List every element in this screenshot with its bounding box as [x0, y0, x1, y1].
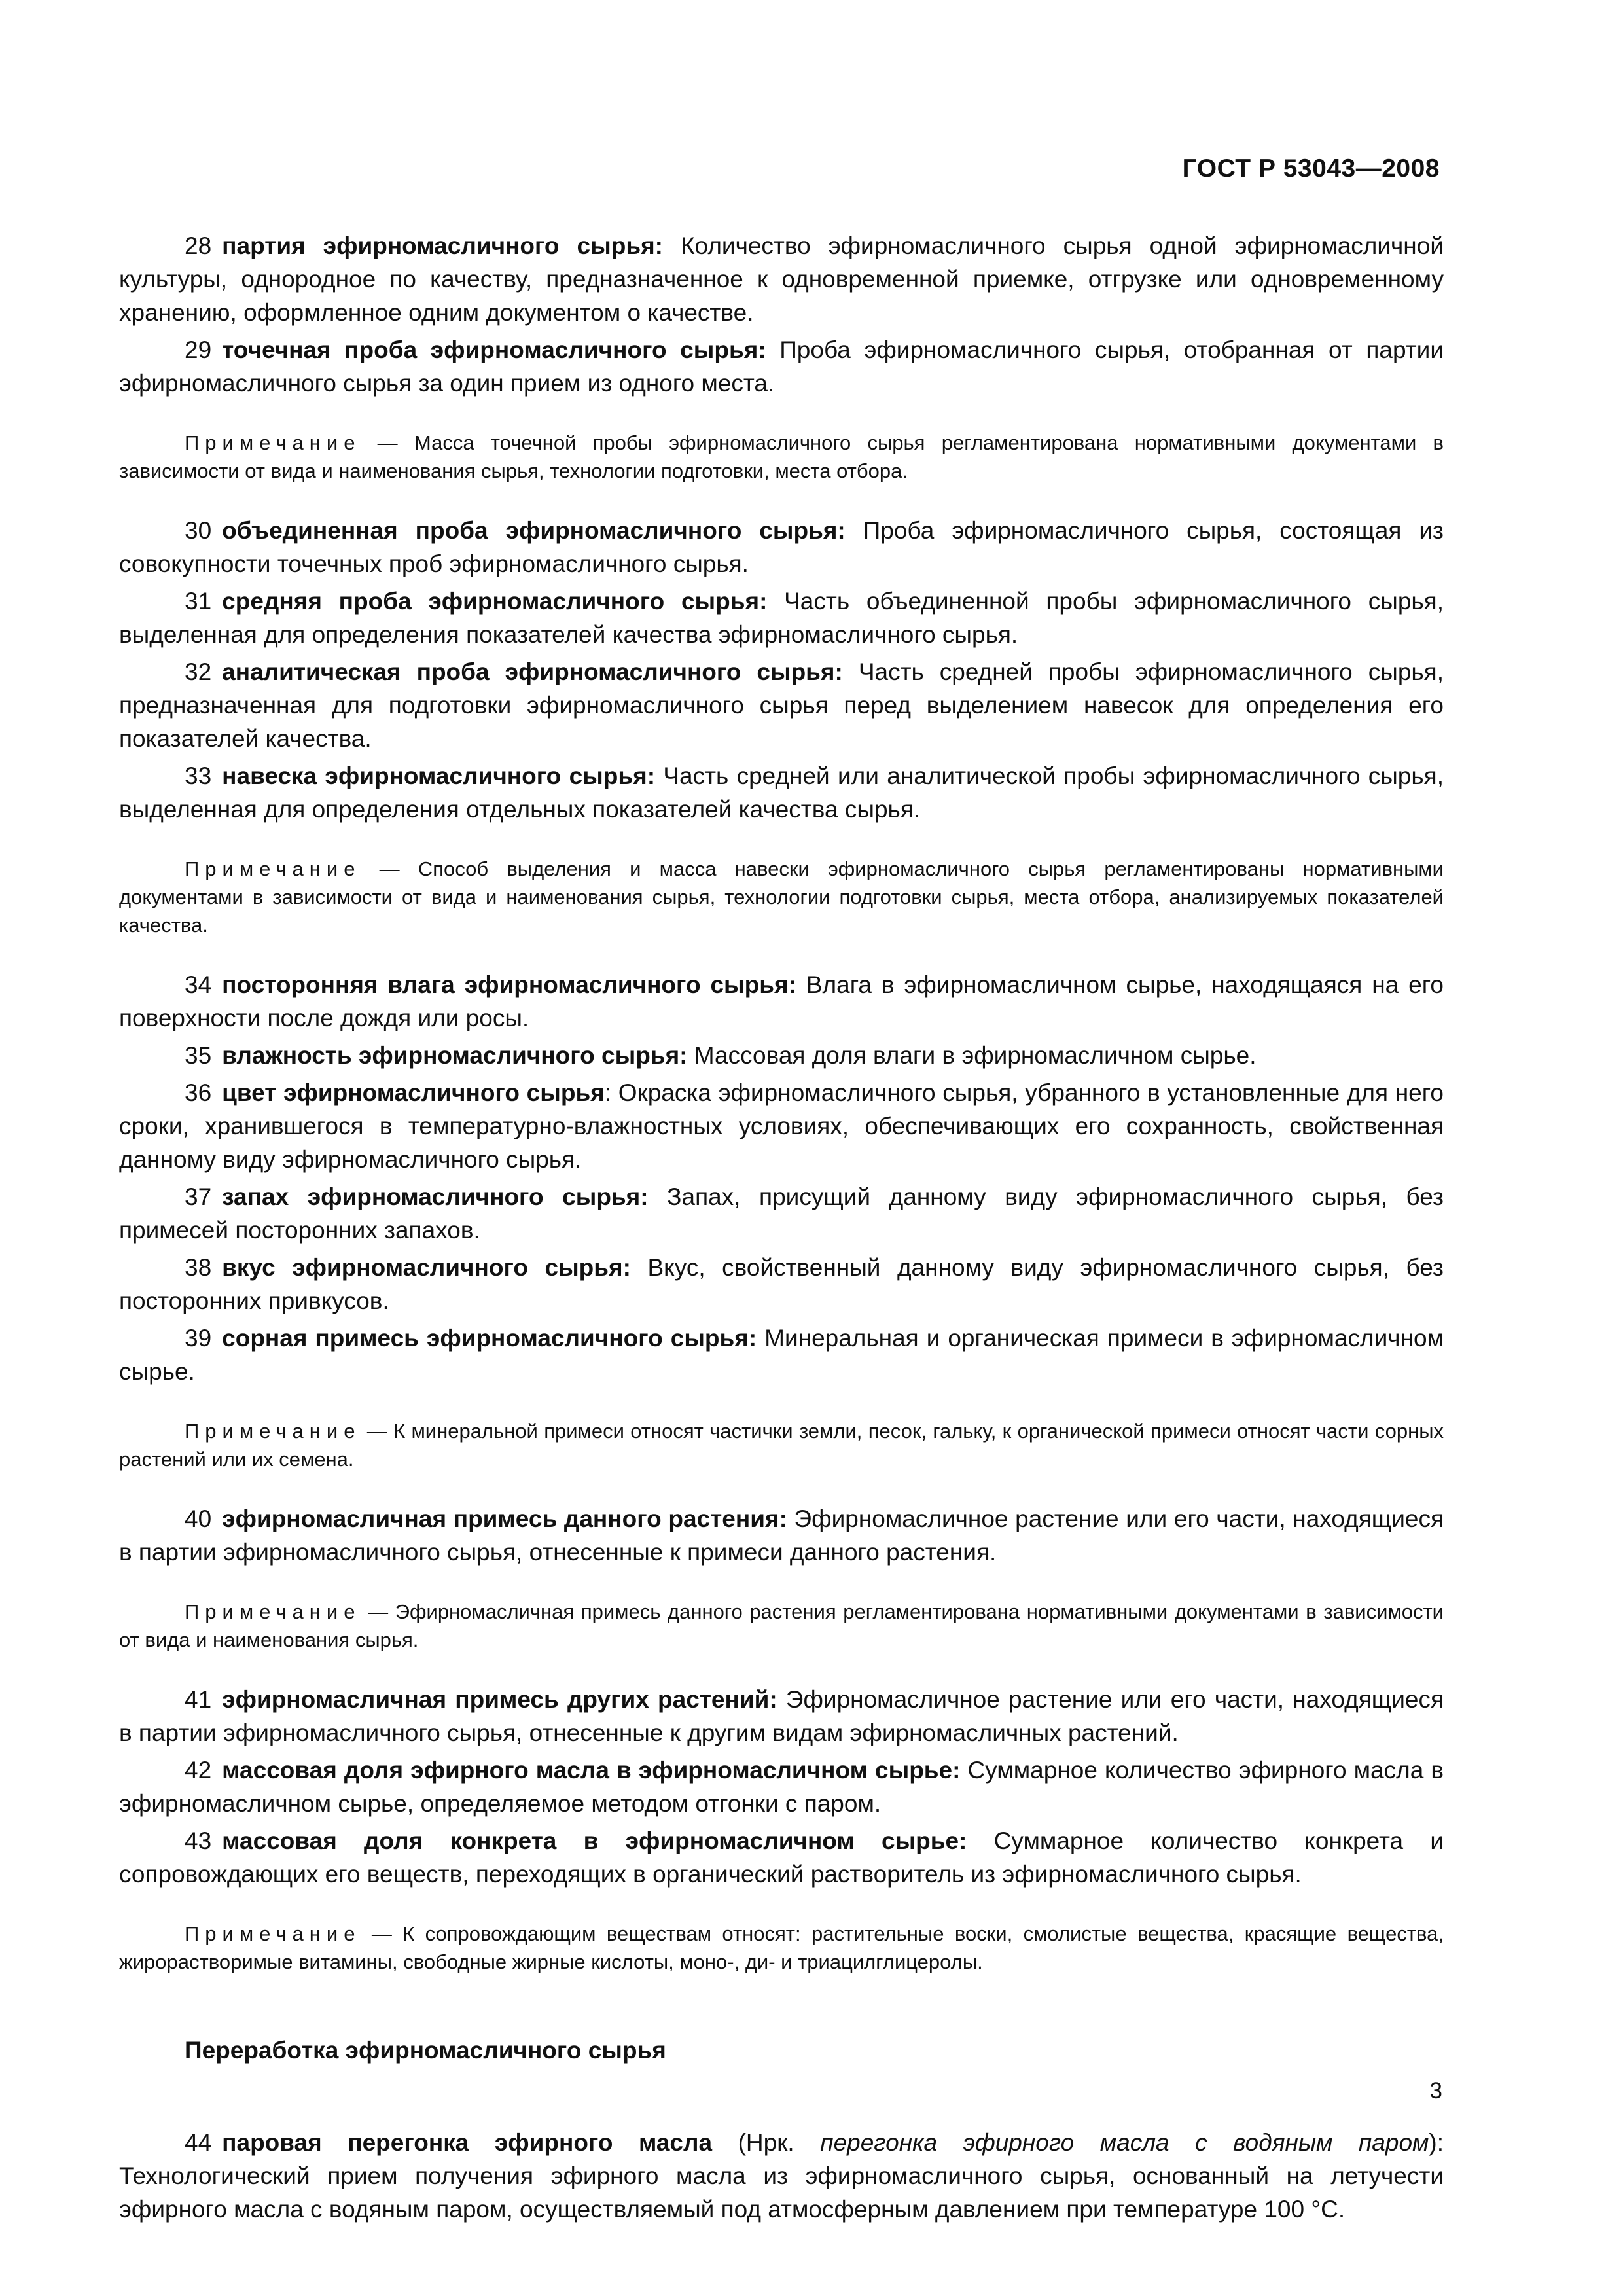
term-number: 29 — [185, 336, 212, 363]
term-32 — [119, 655, 1444, 755]
term-definition: Проба эфирномасличного сырья, состоящая из совокупности точечных проб эфирномасличного сырья. — [119, 517, 1444, 577]
note-label: Примечание — [185, 431, 361, 454]
term-number: 30 — [185, 517, 212, 544]
term-number: 32 — [185, 658, 212, 685]
term-name: объединенная проба эфирномасличного сырья: — [222, 517, 846, 544]
term-name: паровая перегонка эфирного масла — [222, 2129, 713, 2156]
section-heading: Переработка эфирномасличного сырья — [185, 2037, 666, 2064]
term-name: сорная примесь эфирномасличного сырья: — [222, 1325, 757, 1352]
term-39 — [119, 1321, 1444, 1388]
term-name: влажность эфирномасличного сырья: — [222, 1042, 688, 1069]
term-definition: ): Технологический прием получения эфирного масла из эфирномасличного сырья, основанный на летучести эфирного масла с водяным паром, осуществляемый под атмосферным давлением при температуре 100 °С. — [119, 2129, 1444, 2223]
term-40 — [119, 1502, 1444, 1569]
term-definition: Эфирномасличное растение или его части, находящиеся в партии эфирномасличного сырья, отнесенные к примеси данного растения. — [119, 1505, 1444, 1566]
note-text: — Способ выделения и масса навески эфирномасличного сырья регламентированы нормативными документами в зависимости от вида и наименования сырья, технологии подготовки сырья, места отбора, анализируемых показателей качества. — [119, 857, 1444, 937]
term-name: вкус эфирномасличного сырья: — [222, 1254, 631, 1281]
term-definition: Вкус, свойственный данному виду эфирномасличного сырья, без посторонних привкусов. — [119, 1254, 1444, 1314]
term-definition: Проба эфирномасличного сырья, отобранная от партии эфирномасличного сырья за один прием из одного места. — [119, 336, 1444, 397]
note-label: Примечание — [185, 1600, 361, 1623]
note-text: — К сопровождающим веществам относят: растительные воски, смолистые вещества, красящие вещества, жирорастворимые витамины, свободные жирные кислоты, моно-, ди- и триацилглицеролы. — [119, 1922, 1444, 1973]
term-definition: : Окраска эфирномасличного сырья, убранного в установленные для него сроки, хранившегося в температурно-влажностных условиях, обеспечивающих его сохранность, свойственная данному виду эфирномасличного сырья. — [119, 1079, 1444, 1173]
term-44 — [119, 2126, 1444, 2226]
term-definition: Часть средней или аналитической пробы эфирномасличного сырья, выделенная для определения отдельных показателей качества сырья. — [119, 762, 1444, 823]
term-31 — [119, 584, 1444, 651]
note-4 — [119, 1598, 1444, 1654]
document-body — [119, 229, 1444, 2230]
note-label: Примечание — [185, 1420, 361, 1443]
term-definition: Эфирномасличное растение или его части, находящиеся в партии эфирномасличного сырья, отнесенные к другим видам эфирномасличных растений. — [119, 1686, 1444, 1746]
term-name: аналитическая проба эфирномасличного сырья: — [222, 658, 843, 685]
term-name: массовая доля эфирного масла в эфирномасличном сырье: — [222, 1757, 961, 1784]
note-2 — [119, 855, 1444, 939]
term-name: посторонняя влага эфирномасличного сырья: — [222, 971, 796, 998]
term-33 — [119, 759, 1444, 826]
term-37 — [119, 1180, 1444, 1247]
term-number: 41 — [185, 1686, 212, 1713]
term-definition: Суммарное количество конкрета и сопровождающих его веществ, переходящих в органический растворитель из эфирномасличного сырья. — [119, 1827, 1444, 1888]
term-38 — [119, 1251, 1444, 1318]
term-name: точечная проба эфирномасличного сырья: — [222, 336, 766, 363]
term-number: 40 — [185, 1505, 212, 1532]
term-name: цвет эфирномасличного сырья — [222, 1079, 605, 1106]
note-3 — [119, 1417, 1444, 1473]
term-name: запах эфирномасличного сырья: — [222, 1183, 649, 1210]
term-43 — [119, 1824, 1444, 1891]
term-definition: Суммарное количество эфирного масла в эфирномасличном сырье, определяемое методом отгонки с паром. — [119, 1757, 1444, 1817]
note-1 — [119, 429, 1444, 485]
note-text: — Масса точечной пробы эфирномасличного сырья регламентирована нормативными документами в зависимости от вида и наименования сырья, технологии подготовки, места отбора. — [119, 431, 1444, 482]
note-text: — К минеральной примеси относят частички земли, песок, гальку, к органической примеси относят части сорных растений или их семена. — [119, 1420, 1444, 1471]
term-number: 37 — [185, 1183, 212, 1210]
term-name: массовая доля конкрета в эфирномасличном сырье: — [222, 1827, 967, 1854]
term-number: 44 — [185, 2129, 212, 2156]
term-definition: Минеральная и органическая примеси в эфирномасличном сырье. — [119, 1325, 1444, 1385]
note-text: — Эфирномасличная примесь данного растения регламентирована нормативными документами в зависимости от вида и наименования сырья. — [119, 1600, 1444, 1651]
term-29 — [119, 333, 1444, 400]
term-number: 35 — [185, 1042, 212, 1069]
term-30 — [119, 514, 1444, 581]
note-label: Примечание — [185, 1922, 361, 1945]
term-definition: Количество эфирномасличного сырья одной эфирномасличной культуры, однородное по качеству, предназначенное к одновременной приемке, отгрузке или одновременному хранению, оформленное одним документом о качестве. — [119, 232, 1444, 326]
term-synonym: перегонка эфирного масла с водяным паром — [820, 2129, 1429, 2156]
term-definition: Часть средней пробы эфирномасличного сырья, предназначенная для подготовки эфирномасличного сырья перед выделением навесок для определения его показателей качества. — [119, 658, 1444, 752]
term-definition: Запах, присущий данному виду эфирномасличного сырья, без примесей посторонних запахов. — [119, 1183, 1444, 1244]
document-code-header: ГОСТ Р 53043—2008 — [1182, 154, 1440, 183]
term-41 — [119, 1683, 1444, 1749]
term-number: 36 — [185, 1079, 212, 1106]
term-definition-prefix: (Нрк. — [712, 2129, 821, 2156]
term-definition: Массовая доля влаги в эфирномасличном сырье. — [687, 1042, 1257, 1069]
term-number: 42 — [185, 1757, 212, 1784]
term-number: 43 — [185, 1827, 212, 1854]
term-name: средняя проба эфирномасличного сырья: — [222, 588, 768, 615]
term-36 — [119, 1076, 1444, 1176]
term-definition: Часть объединенной пробы эфирномасличного сырья, выделенная для определения показателей качества эфирномасличного сырья. — [119, 588, 1444, 648]
term-name: навеска эфирномасличного сырья: — [222, 762, 656, 789]
note-label: Примечание — [185, 857, 361, 880]
term-number: 28 — [185, 232, 212, 259]
term-name: эфирномасличная примесь других растений: — [222, 1686, 777, 1713]
term-number: 33 — [185, 762, 212, 789]
page-number: 3 — [1429, 2078, 1442, 2104]
term-number: 31 — [185, 588, 212, 615]
term-28 — [119, 229, 1444, 329]
term-number: 34 — [185, 971, 212, 998]
term-name: эфирномасличная примесь данного растения: — [222, 1505, 787, 1532]
term-34 — [119, 968, 1444, 1035]
term-35 — [119, 1039, 1444, 1072]
term-definition: Влага в эфирномасличном сырье, находящаяся на его поверхности после дождя или росы. — [119, 971, 1444, 1031]
term-number: 39 — [185, 1325, 212, 1352]
term-name: партия эфирномасличного сырья: — [222, 232, 663, 259]
note-5 — [119, 1920, 1444, 1976]
term-number: 38 — [185, 1254, 212, 1281]
term-42 — [119, 1753, 1444, 1820]
